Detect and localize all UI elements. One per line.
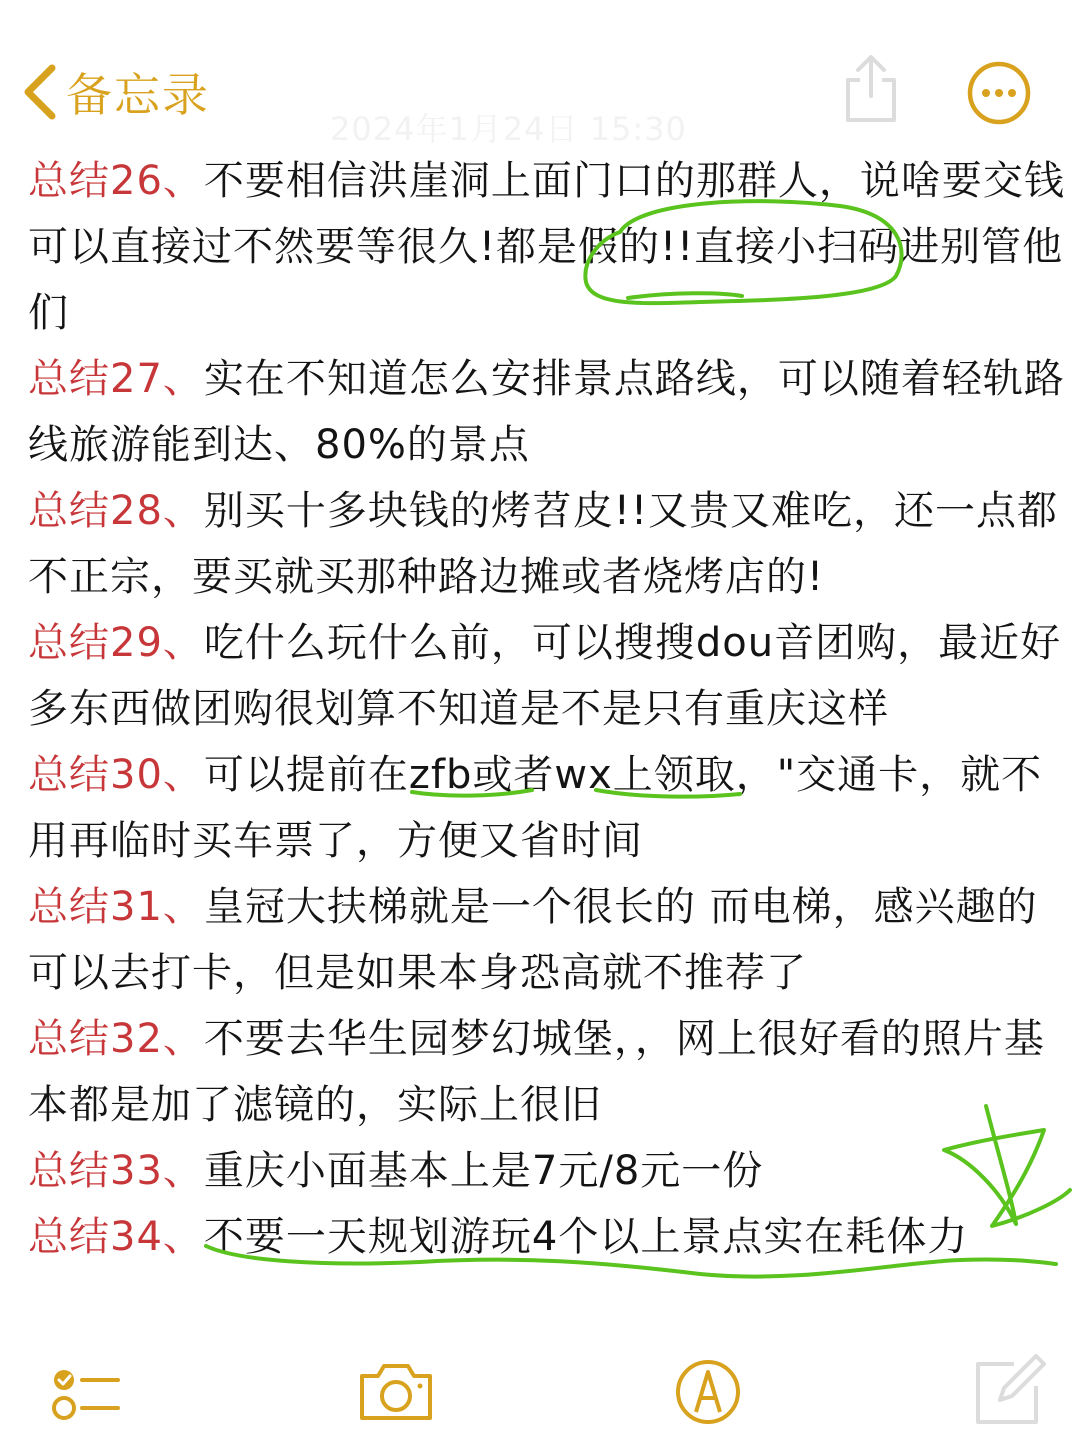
note-text: 实在不知道怎么安排景点路线，可以随着轻轨路线旅游能到达、80%的景点 bbox=[28, 356, 1065, 468]
more-icon bbox=[966, 60, 1032, 126]
note-item-26 bbox=[28, 148, 1068, 346]
note-label: 总结30、 bbox=[28, 752, 204, 798]
note-label: 总结27、 bbox=[28, 356, 204, 402]
note-item-34 bbox=[28, 1204, 1068, 1270]
note-text: 不要一天规划游玩4个以上景点实在耗体力 bbox=[203, 1214, 969, 1260]
compose-button[interactable] bbox=[970, 1350, 1050, 1430]
back-button[interactable] bbox=[22, 62, 210, 122]
note-label: 总结33、 bbox=[28, 1148, 204, 1194]
note-label: 总结32、 bbox=[28, 1016, 204, 1062]
note-label: 总结26、 bbox=[28, 158, 204, 204]
note-item-30 bbox=[28, 742, 1068, 874]
bottom-toolbar bbox=[0, 1340, 1080, 1440]
chevron-left-icon bbox=[22, 64, 56, 120]
compose-icon bbox=[970, 1350, 1050, 1430]
checklist-button[interactable] bbox=[48, 1350, 128, 1430]
note-text: 吃什么玩什么前，可以搜搜dou音团购，最近好多东西做团购很划算不知道是不是只有重庆这样 bbox=[28, 620, 1062, 732]
share-button[interactable] bbox=[840, 52, 902, 124]
note-label: 总结28、 bbox=[28, 488, 204, 534]
note-item-31 bbox=[28, 874, 1068, 1006]
note-date: 2024年1月24日 15:30 bbox=[330, 110, 687, 148]
camera-button[interactable] bbox=[356, 1350, 436, 1430]
note-item-32 bbox=[28, 1006, 1068, 1138]
note-text: 不要去华生园梦幻城堡，，网上很好看的照片基本都是加了滤镜的，实际上很旧 bbox=[28, 1016, 1045, 1128]
note-body[interactable] bbox=[28, 148, 1068, 1270]
note-text: 可以提前在zfb或者wx上领取，"交通卡，就不用再临时买车票了，方便又省时间 bbox=[28, 752, 1043, 864]
note-label: 总结31、 bbox=[28, 884, 204, 930]
back-label: 备忘录 bbox=[66, 68, 210, 122]
markup-button[interactable] bbox=[668, 1350, 748, 1430]
note-item-29 bbox=[28, 610, 1068, 742]
note-text: 不要相信洪崖洞上面门口的那群人，说啥要交钱可以直接过不然要等很久!都是假的!!直接小扫码进别管他们 bbox=[28, 158, 1065, 336]
note-item-27 bbox=[28, 346, 1068, 478]
checklist-icon bbox=[48, 1350, 128, 1430]
share-icon bbox=[840, 52, 902, 124]
markup-pen-icon bbox=[668, 1350, 748, 1430]
note-label: 总结29、 bbox=[28, 620, 204, 666]
note-text: 别买十多块钱的烤苕皮!!又贵又难吃，还一点都不正宗，要买就买那种路边摊或者烧烤店的! bbox=[28, 488, 1058, 600]
note-label: 总结34、 bbox=[28, 1214, 204, 1260]
note-item-33 bbox=[28, 1138, 1068, 1204]
note-text: 重庆小面基本上是7元/8元一份 bbox=[203, 1148, 764, 1194]
camera-icon bbox=[356, 1350, 436, 1430]
note-item-28 bbox=[28, 478, 1068, 610]
note-text: 皇冠大扶梯就是一个很长的 而电梯，感兴趣的可以去打卡，但是如果本身恐高就不推荐了 bbox=[28, 884, 1038, 996]
more-button[interactable] bbox=[966, 60, 1032, 126]
